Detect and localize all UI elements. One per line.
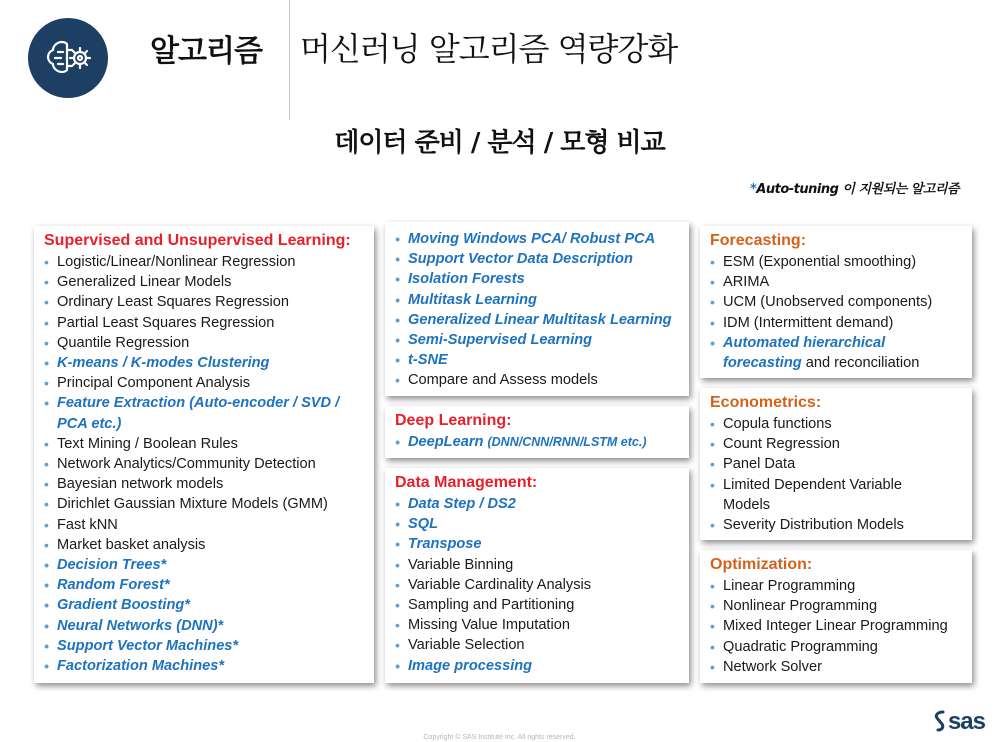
list-item: • Variable Selection: [395, 635, 679, 655]
list-item: • Network Analytics/Community Detection: [44, 454, 364, 474]
algorithm-list: [395, 229, 679, 391]
advanced-methods-panel: [385, 222, 689, 396]
list-item: • Variable Binning: [395, 555, 679, 575]
list-item: • Isolation Forests: [395, 269, 679, 289]
data-management-panel: [385, 468, 689, 683]
list-item: • IDM (Intermittent demand): [710, 313, 962, 333]
panel-heading: Optimization:: [710, 556, 813, 573]
header-divider: [289, 0, 290, 120]
note-star: *: [749, 182, 757, 197]
list-item: • Fast kNN: [44, 515, 364, 535]
section-title: 알고리즘: [150, 34, 262, 69]
list-item: • UCM (Unobserved components): [710, 292, 962, 312]
list-item: • Support Vector Machines*: [44, 636, 364, 656]
list-item: • Copula functions: [710, 414, 962, 434]
list-item: • ESM (Exponential smoothing): [710, 252, 962, 272]
note-text: Auto-tuning 이 지원되는 알고리즘: [756, 182, 959, 197]
sas-swirl-icon: [932, 710, 948, 732]
list-item: • Support Vector Data Description: [395, 249, 679, 269]
list-item: • Partial Least Squares Regression: [44, 313, 364, 333]
list-item: • Variable Cardinality Analysis: [395, 575, 679, 595]
list-item: • Compare and Assess models: [395, 370, 679, 390]
deeplearn-types: (DNN/CNN/RNN/LSTM etc.): [487, 435, 647, 449]
list-item: • Semi-Supervised Learning: [395, 330, 679, 350]
auto-forecasting-label: forecasting: [723, 355, 802, 372]
list-item: • Transpose: [395, 534, 679, 554]
brand-name: sas: [947, 708, 985, 735]
list-item: • K-means / K-modes Clustering: [44, 353, 364, 373]
list-item: • Decision Trees*: [44, 555, 364, 575]
list-item: • SQL: [395, 514, 679, 534]
algorithm-list: [395, 494, 679, 676]
forecasting-panel: [700, 226, 972, 378]
list-item: • Generalized Linear Multitask Learning: [395, 310, 679, 330]
list-item: • ARIMA: [710, 272, 962, 292]
logo-badge: [28, 18, 108, 98]
list-item: • Data Step / DS2: [395, 494, 679, 514]
brain-gear-icon: [40, 30, 96, 86]
list-item: • Automated hierarchical: [710, 333, 962, 353]
panel-heading: Econometrics:: [710, 394, 822, 411]
list-item-continuation: PCA etc.): [57, 415, 122, 432]
copyright-notice: Copyright © SAS Institute Inc. All rights reserved.: [423, 734, 576, 741]
list-item-continuation: Models: [723, 496, 771, 513]
list-item: • Generalized Linear Models: [44, 272, 364, 292]
list-item: • Quantile Regression: [44, 333, 364, 353]
algorithm-list: [710, 414, 962, 535]
panel-heading: Forecasting:: [710, 232, 807, 249]
list-item: • t-SNE: [395, 350, 679, 370]
list-item: • Gradient Boosting*: [44, 595, 364, 615]
list-item: • Ordinary Least Squares Regression: [44, 292, 364, 312]
list-item-continuation: [710, 353, 962, 373]
list-item: • Factorization Machines*: [44, 656, 364, 676]
list-item: • Random Forest*: [44, 575, 364, 595]
econometrics-panel: [700, 388, 972, 540]
reconciliation-label: and reconciliation: [801, 355, 920, 372]
page-subtitle: 데이터 준비 / 분석 / 모형 비교: [334, 128, 665, 158]
list-item: • Image processing: [395, 656, 679, 676]
deeplearn-label: DeepLearn: [408, 434, 488, 450]
list-item: • Severity Distribution Models: [710, 515, 962, 535]
deep-learning-panel: [385, 406, 689, 458]
list-item: • Nonlinear Programming: [710, 596, 962, 616]
list-item: • Market basket analysis: [44, 535, 364, 555]
auto-tuning-note: [750, 178, 959, 197]
algorithm-list: [710, 576, 962, 677]
panel-heading: Supervised and Unsupervised Learning:: [44, 232, 351, 249]
list-item: [395, 432, 679, 452]
list-item: • Logistic/Linear/Nonlinear Regression: [44, 252, 364, 272]
list-item: • Mixed Integer Linear Programming: [710, 616, 962, 636]
panel-heading: Deep Learning:: [395, 412, 512, 429]
sas-logo: [932, 708, 985, 736]
list-item: • Panel Data: [710, 454, 962, 474]
list-item: • Network Solver: [710, 657, 962, 677]
algorithm-list: [44, 252, 364, 676]
list-item: • Linear Programming: [710, 576, 962, 596]
supervised-learning-panel: [34, 226, 374, 683]
list-item: • Neural Networks (DNN)*: [44, 616, 364, 636]
list-item: • Feature Extraction (Auto-encoder / SVD /: [44, 393, 364, 413]
algorithm-list: [395, 432, 679, 452]
optimization-panel: [700, 550, 972, 683]
page-title: 머신러닝 알고리즘 역량강화: [300, 30, 678, 68]
algorithm-list: [710, 252, 962, 373]
list-item: • Multitask Learning: [395, 290, 679, 310]
list-item: • Dirichlet Gaussian Mixture Models (GMM): [44, 494, 364, 514]
list-item: • Bayesian network models: [44, 474, 364, 494]
panel-heading: Data Management:: [395, 474, 538, 491]
list-item: • Moving Windows PCA/ Robust PCA: [395, 229, 679, 249]
list-item: • Missing Value Imputation: [395, 615, 679, 635]
list-item: • Sampling and Partitioning: [395, 595, 679, 615]
list-item: • Principal Component Analysis: [44, 373, 364, 393]
list-item: • Count Regression: [710, 434, 962, 454]
list-item: • Quadratic Programming: [710, 637, 962, 657]
list-item: • Limited Dependent Variable: [710, 475, 962, 495]
list-item: • Text Mining / Boolean Rules: [44, 434, 364, 454]
